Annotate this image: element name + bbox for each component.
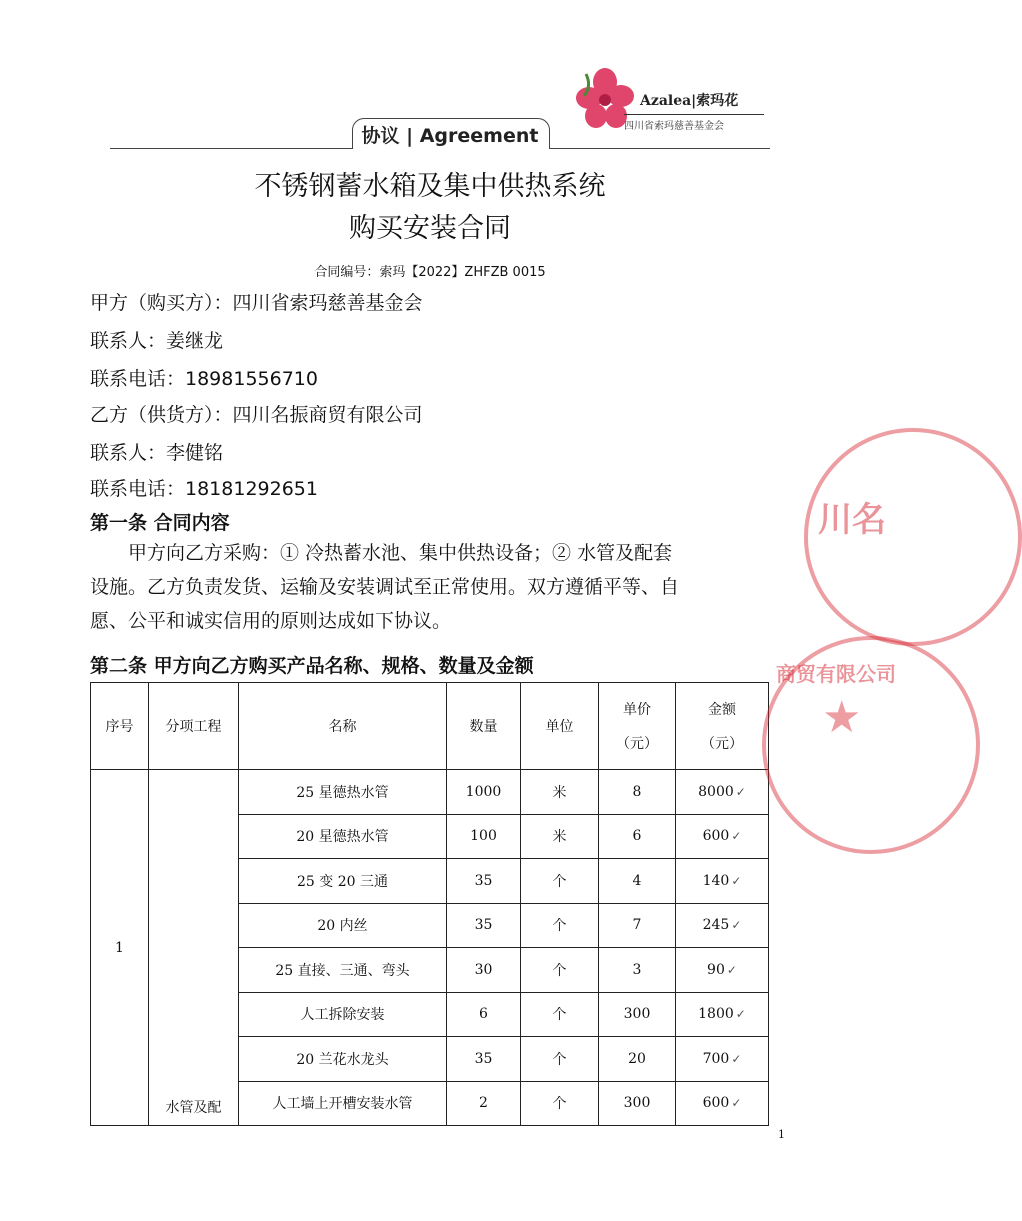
cell-price: 8 [599,770,676,815]
party-a-phone: 联系电话：18981556710 [90,368,318,390]
cell-unit: 个 [521,1081,599,1126]
amount-value: 245 [702,917,730,934]
article1-body [90,536,790,638]
cell-qty: 6 [447,992,521,1037]
cell-name: 20 星德热水管 [239,814,447,859]
cell-price: 20 [599,1037,676,1082]
cell-unit: 个 [521,859,599,904]
amount-value: 600 [702,828,730,845]
cell-price: 300 [599,992,676,1037]
party-b-label: 乙方（供货方）：四川名振商贸有限公司 [90,404,423,426]
cell-amount [676,903,769,948]
cell-unit: 米 [521,814,599,859]
article1-line3: 愿、公平和诚实信用的原则达成如下协议。 [90,610,452,632]
party-b-contact: 联系人：李健铭 [90,442,224,464]
article2-heading: 第二条 甲方向乙方购买产品名称、规格、数量及金额 [90,655,534,677]
col-header-category: 分项工程 [149,683,239,770]
company-seal-top [804,428,1022,646]
amount-value: 90 [707,961,725,978]
cell-unit: 个 [521,903,599,948]
cell-qty: 35 [447,859,521,904]
amount-value: 600 [702,1095,730,1112]
checkmark-icon: ✓ [735,1007,746,1022]
cell-unit: 个 [521,948,599,993]
cell-qty: 35 [447,903,521,948]
col-header-unit: 单位 [521,683,599,770]
cell-qty: 35 [447,1037,521,1082]
checkmark-icon: ✓ [731,1051,742,1066]
cell-qty: 2 [447,1081,521,1126]
cell-price: 4 [599,859,676,904]
row-group-no: 1 [91,770,149,1126]
agreement-label: 协议 | Agreement [361,125,539,147]
cell-price: 6 [599,814,676,859]
row-group-category: 水管及配 [149,770,239,1126]
cell-qty: 100 [447,814,521,859]
amount-value: 1800 [698,1006,734,1023]
cell-amount [676,992,769,1037]
contract-number: 合同编号：索玛【2022】ZHFZB 0015 [314,265,546,280]
cell-name: 20 内丝 [239,903,447,948]
cell-unit: 个 [521,992,599,1037]
cell-price: 7 [599,903,676,948]
checkmark-icon: ✓ [735,784,746,799]
party-b-phone: 联系电话：18181292651 [90,478,318,500]
cell-unit: 个 [521,1037,599,1082]
cell-amount [676,814,769,859]
cell-name: 20 兰花水龙头 [239,1037,447,1082]
table-header-row [91,683,769,770]
checkmark-icon: ✓ [731,829,742,844]
col-header-price [599,683,676,770]
amount-value: 140 [702,872,730,889]
cell-amount [676,1037,769,1082]
cell-name: 25 直接、三通、弯头 [239,948,447,993]
product-table [90,682,769,1126]
col-header-no: 序号 [91,683,149,770]
cell-amount [676,770,769,815]
col-header-qty: 数量 [447,683,521,770]
checkmark-icon: ✓ [731,1096,742,1111]
cell-name: 人工墙上开槽安装水管 [239,1081,447,1126]
checkmark-icon: ✓ [731,873,742,888]
contract-title-line2: 购买安装合同 [349,213,511,244]
cell-unit: 米 [521,770,599,815]
seal-text-top: 川名 [818,500,886,540]
cell-amount [676,859,769,904]
amount-value: 8000 [698,783,734,800]
amount-value: 700 [702,1050,730,1067]
checkmark-icon: ✓ [731,918,742,933]
contract-title-line1: 不锈钢蓄水箱及集中供热系统 [254,171,606,202]
company-seal-bottom [762,636,980,854]
col-header-name: 名称 [239,683,447,770]
price-label: 单价 [623,702,651,718]
article1-heading: 第一条 合同内容 [90,512,230,534]
amount-label: 金额 [708,702,736,718]
cell-amount [676,1081,769,1126]
foundation-logo [566,64,768,136]
amount-unit: （元） [701,736,743,752]
col-header-amount [676,683,769,770]
party-a-label: 甲方（购买方）：四川省索玛慈善基金会 [90,292,423,314]
cell-price: 3 [599,948,676,993]
logo-subtitle: 四川省索玛慈善基金会 [624,114,764,132]
cell-qty: 30 [447,948,521,993]
cell-name: 人工拆除安装 [239,992,447,1037]
checkmark-icon: ✓ [726,962,737,977]
seal-text-bottom: 商贸有限公司 [776,662,896,686]
cell-name: 25 星德热水管 [239,770,447,815]
cell-price: 300 [599,1081,676,1126]
page-number: 1 [778,1128,785,1141]
logo-title: Azalea|索玛花 [640,93,739,109]
cell-qty: 1000 [447,770,521,815]
table-row [91,770,769,815]
price-unit: （元） [616,736,658,752]
article1-line1: 甲方向乙方采购：① 冷热蓄水池、集中供热设备；② 水管及配套 [128,542,673,564]
cell-name: 25 变 20 三通 [239,859,447,904]
party-a-contact: 联系人：姜继龙 [90,330,224,352]
seal-star-icon: ★ [822,692,862,743]
article1-line2: 设施。乙方负责发货、运输及安装调试至正常使用。双方遵循平等、自 [90,576,680,598]
cell-amount [676,948,769,993]
